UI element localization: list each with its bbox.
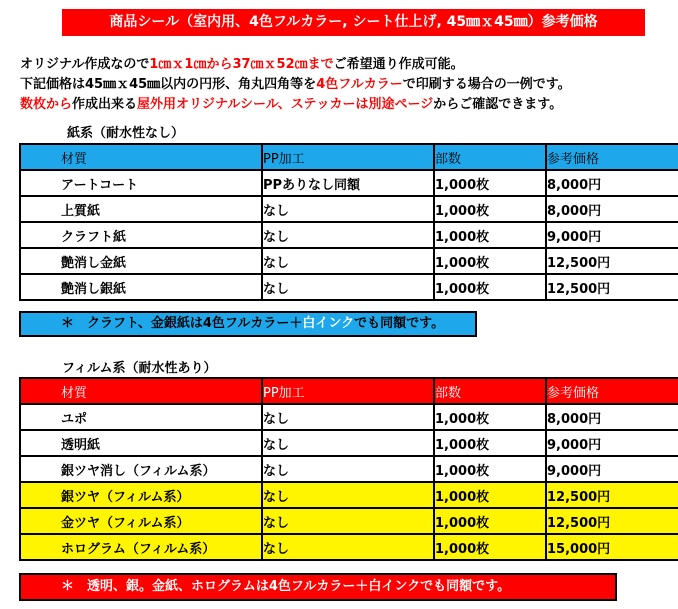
cell-pp: なし [262,456,434,482]
cell-pp: なし [262,248,434,274]
table-row [20,534,678,560]
intro-few-sheets: 数枚から [20,97,73,112]
cell-price: 8,000円 [546,404,678,430]
film-note: ＊ 透明、銀。金紙、ホログラムは4色フルカラー＋白インクでも同額です。 [19,573,617,601]
film-section-title: フィルム系（耐水性あり） [62,361,217,376]
table-row [20,508,678,534]
table-row [20,404,678,430]
cell-pp: なし [262,534,434,560]
cell-material: クラフト紙 [20,222,262,248]
cell-material: アートコート [20,170,262,196]
paper-price-table [19,143,678,301]
table-row [20,456,678,482]
header-material: 材質 [20,378,262,404]
outdoor-sticker-link[interactable]: 屋外用オリジナルシール、ステッカーは別途ページ [137,97,434,112]
intro-line-3-suffix: からご確認できます。 [433,97,563,112]
intro-line-1 [20,55,670,75]
cell-quantity: 1,000枚 [434,456,546,482]
cell-pp: なし [262,508,434,534]
page-title: 商品シール（室内用、4色フルカラー, シート仕上げ, 45㎜ｘ45㎜）参考価格 [62,9,645,36]
header-pp: PP加工 [262,144,434,170]
cell-price: 9,000円 [546,430,678,456]
paper-note-suffix: でも同額です。 [354,316,445,331]
header-price: 参考価格 [546,378,678,404]
cell-pp: PPありなし同額 [262,170,434,196]
cell-price: 12,500円 [546,274,678,300]
cell-pp: なし [262,274,434,300]
paper-note [19,311,477,337]
cell-material: ホログラム（フィルム系） [20,534,262,560]
cell-quantity: 1,000枚 [434,508,546,534]
cell-pp: なし [262,222,434,248]
cell-price: 12,500円 [546,248,678,274]
header-material: 材質 [20,144,262,170]
table-row [20,274,678,300]
cell-quantity: 1,000枚 [434,430,546,456]
paper-note-white-ink: 白インク [302,316,355,331]
header-price: 参考価格 [546,144,678,170]
intro-line-3 [20,95,670,115]
cell-price: 12,500円 [546,482,678,508]
intro-full-color: 4色フルカラー [316,77,403,92]
table-row [20,170,678,196]
cell-price: 8,000円 [546,170,678,196]
table-row [20,248,678,274]
header-quantity: 部数 [434,144,546,170]
cell-quantity: 1,000枚 [434,170,546,196]
cell-pp: なし [262,430,434,456]
paper-note-prefix: ＊ クラフト、金銀紙は4色フルカラー＋ [61,316,303,331]
paper-section-title: 紙系（耐水性なし） [67,126,185,141]
cell-price: 9,000円 [546,222,678,248]
cell-material: 上質紙 [20,196,262,222]
cell-quantity: 1,000枚 [434,534,546,560]
intro-line-1-suffix: ご希望通り作成可能。 [333,57,464,72]
cell-quantity: 1,000枚 [434,248,546,274]
intro-line-3-mid: 作成出来る [72,97,138,112]
cell-pp: なし [262,482,434,508]
cell-price: 12,500円 [546,508,678,534]
table-row [20,430,678,456]
cell-material: 艶消し銀紙 [20,274,262,300]
header-pp: PP加工 [262,378,434,404]
intro-text [20,55,670,115]
table-header-row [20,378,678,404]
intro-line-2-suffix: で印刷する場合の一例です。 [402,77,571,92]
cell-quantity: 1,000枚 [434,404,546,430]
cell-material: 金ツヤ（フィルム系） [20,508,262,534]
intro-line-2 [20,75,670,95]
cell-quantity: 1,000枚 [434,274,546,300]
cell-material: 銀ツヤ消し（フィルム系） [20,456,262,482]
table-row [20,222,678,248]
header-quantity: 部数 [434,378,546,404]
cell-material: 艶消し金紙 [20,248,262,274]
cell-material: ユポ [20,404,262,430]
intro-size-range: 1㎝ｘ1㎝から37㎝ｘ52㎝まで [149,57,334,72]
cell-quantity: 1,000枚 [434,196,546,222]
table-row [20,482,678,508]
film-price-table [19,377,678,561]
cell-price: 15,000円 [546,534,678,560]
table-row [20,196,678,222]
intro-line-1-prefix: オリジナル作成なので [20,57,150,72]
cell-material: 銀ツヤ（フィルム系） [20,482,262,508]
cell-price: 9,000円 [546,456,678,482]
cell-pp: なし [262,404,434,430]
cell-quantity: 1,000枚 [434,222,546,248]
cell-quantity: 1,000枚 [434,482,546,508]
cell-pp: なし [262,196,434,222]
table-header-row [20,144,678,170]
intro-line-2-prefix: 下記価格は45㎜ｘ45㎜以内の円形、角丸四角等を [20,77,317,92]
cell-price: 8,000円 [546,196,678,222]
cell-material: 透明紙 [20,430,262,456]
